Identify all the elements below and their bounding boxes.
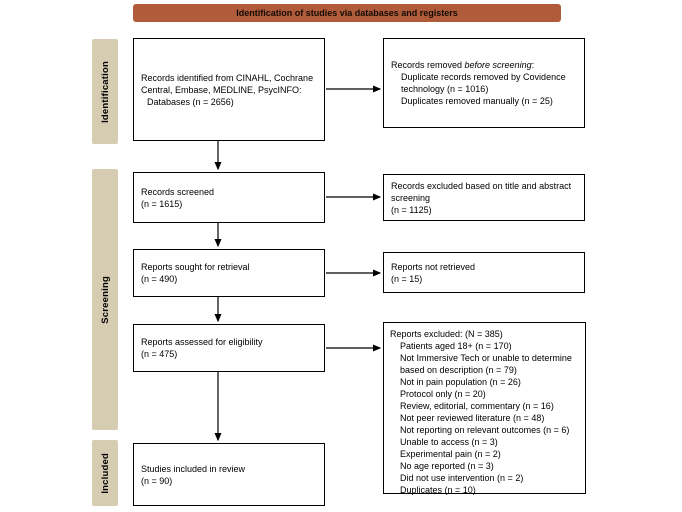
reports-excluded-title: Reports excluded: (N = 385): [390, 329, 503, 339]
records-removed-title: [391, 59, 577, 71]
records-identified-count: Databases (n = 2656): [147, 96, 234, 107]
reports-excluded-item: Review, editorial, commentary (n = 16): [400, 401, 554, 411]
reports-excluded-item: Did not use intervention (n = 2): [400, 473, 524, 483]
box-reports-assessed: [133, 324, 325, 372]
records-identified-text: Records identified from CINAHL, Cochrane Central, Embase, MEDLINE, PsycINFO:: [141, 72, 314, 95]
studies-included-count: (n = 90): [141, 475, 173, 486]
reports-excluded-item: Not reporting on relevant outcomes (n = 6): [400, 425, 570, 435]
reports-sought-count: (n = 490): [141, 274, 178, 284]
stage-included: [92, 440, 118, 506]
reports-assessed-count: (n = 475): [141, 349, 178, 359]
stage-screening-label: Screening: [99, 275, 111, 324]
reports-excluded-item: Unable to access (n = 3): [400, 437, 498, 447]
reports-excluded-item: Patients aged 18+ (n = 170): [400, 341, 512, 351]
records-removed-title-emphasis: before screening: [464, 60, 532, 70]
records-excluded-text: Records excluded based on title and abstract screening: [391, 180, 572, 203]
reports-not-retrieved-text: Reports not retrieved: [391, 261, 476, 272]
reports-excluded-item: Not peer reviewed literature (n = 48): [400, 413, 545, 423]
reports-excluded-item: No age reported (n = 3): [400, 461, 494, 471]
box-records-excluded: [383, 174, 585, 221]
banner: [133, 4, 561, 22]
stage-identification: [92, 39, 118, 144]
reports-sought-text: Reports sought for retrieval: [141, 262, 250, 272]
box-studies-included: [133, 443, 325, 506]
reports-excluded-item: Not in pain population (n = 26): [400, 377, 521, 387]
reports-excluded-item: Not Immersive Tech or unable to determine based on description (n = 79): [400, 353, 572, 375]
banner-title: Identification of studies via databases and registers: [236, 8, 458, 18]
stage-included-label: Included: [99, 452, 111, 494]
records-screened-count: (n = 1615): [141, 198, 183, 209]
box-reports-sought: [133, 249, 325, 297]
reports-excluded-item: Experimental pain (n = 2): [400, 449, 501, 459]
records-removed-item: Duplicates removed manually (n = 25): [401, 96, 553, 106]
records-screened-text: Records screened: [141, 186, 215, 197]
reports-assessed-text: Reports assessed for eligibility: [141, 337, 263, 347]
records-excluded-count: (n = 1125): [391, 204, 432, 215]
box-records-identified: [133, 38, 325, 141]
stage-screening: [92, 169, 118, 430]
reports-not-retrieved-count: (n = 15): [391, 273, 423, 284]
reports-excluded-item: Duplicates (n = 10): [400, 485, 476, 495]
stage-identification-label: Identification: [99, 60, 111, 123]
records-removed-item: Duplicate records removed by Covidence technology (n = 1016): [401, 72, 566, 94]
reports-excluded-item: Protocol only (n = 20): [400, 389, 486, 399]
box-reports-not-retrieved: [383, 252, 585, 293]
box-records-removed: [383, 38, 585, 128]
records-removed-title-prefix: Records removed: [391, 60, 465, 70]
records-removed-title-suffix: :: [531, 60, 535, 70]
box-reports-excluded: [383, 322, 586, 494]
box-records-screened: [133, 172, 325, 223]
studies-included-text: Studies included in review: [141, 463, 246, 474]
